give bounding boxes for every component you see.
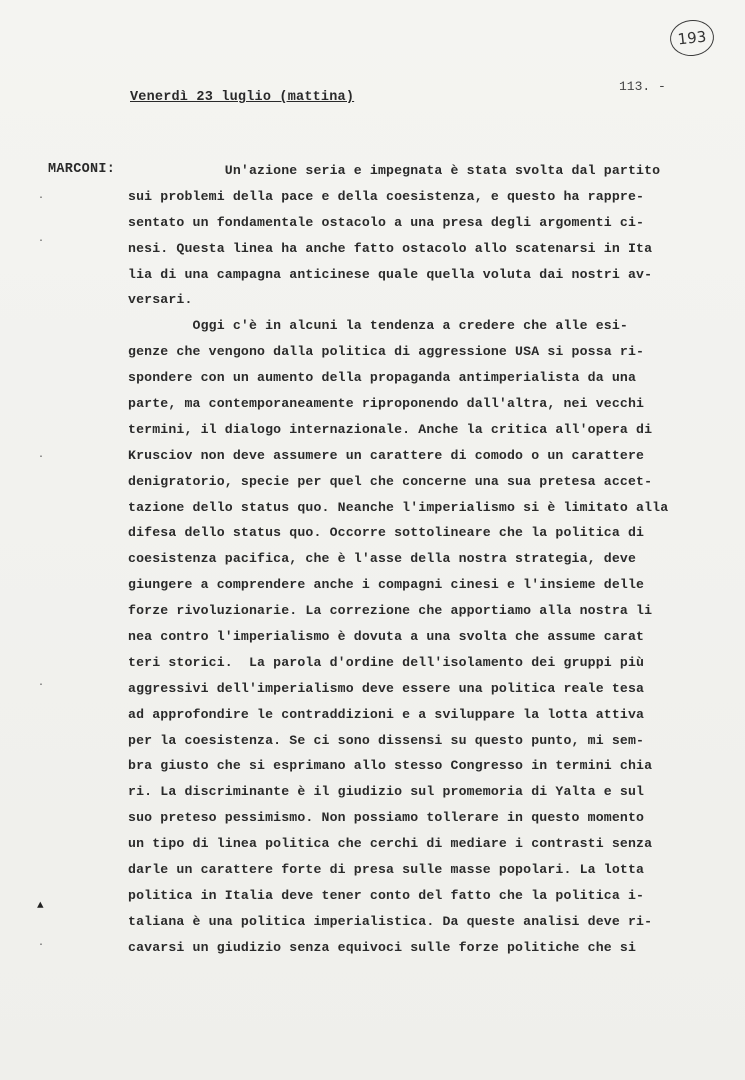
text-line: coesistenza pacifica, che è l'asse della nostra strategia, deve	[128, 551, 637, 567]
text-line: parte, ma contemporaneamente riproponendo dall'altra, nei vecchi	[128, 396, 645, 412]
margin-dot-mark: ·	[38, 452, 45, 463]
text-line: un tipo di linea politica che cerchi di mediare i contrasti senza	[128, 836, 653, 852]
text-line: termini, il dialogo internazionale. Anche la critica all'opera di	[128, 421, 653, 437]
text-line: denigratorio, specie per quel che concerne una sua pretesa accet-	[128, 473, 653, 489]
text-line: giungere a comprendere anche i compagni cinesi e l'insieme delle	[128, 577, 645, 593]
text-line: lia di una campagna anticinese quale quella voluta dai nostri av-	[128, 266, 653, 282]
margin-dot-mark: ·	[38, 680, 45, 691]
text-line: sentato un fondamentale ostacolo a una presa degli argomenti ci-	[128, 214, 645, 230]
text-line: nesi. Questa linea ha anche fatto ostacolo allo scatenarsi in Ita	[128, 240, 653, 256]
text-line: Un'azione seria e impegnata è stata svolta dal partito	[128, 163, 661, 178]
stamp-number: 193	[676, 27, 708, 49]
text-line: ri. La discriminante è il giudizio sul promemoria di Yalta e sul	[128, 784, 645, 800]
text-line: suo preteso pessimismo. Non possiamo tollerare in questo momento	[128, 810, 645, 826]
text-line: taliana è una politica imperialistica. Da queste analisi deve ri-	[128, 913, 653, 929]
archive-stamp	[668, 18, 716, 58]
margin-dot-mark: ·	[38, 940, 45, 951]
speaker-name: MARCONI:	[48, 162, 116, 177]
text-line: per la coesistenza. Se ci sono dissensi su questo punto, mi sem-	[128, 732, 645, 748]
text-line: nea contro l'imperialismo è dovuta a una svolta che assume carat	[128, 629, 645, 645]
text-line: forze rivoluzionarie. La correzione che apportiamo alla nostra li	[128, 603, 653, 619]
text-line: versari.	[128, 292, 193, 308]
text-line: politica in Italia deve tener conto del fatto che la politica i-	[128, 887, 645, 903]
page-number: 113. -	[619, 79, 666, 94]
text-line: bra giusto che si esprimano allo stesso Congresso in termini chia	[128, 758, 653, 774]
text-line: genze che vengono dalla politica di aggressione USA si possa ri-	[128, 344, 645, 360]
margin-dot-mark: ·	[38, 236, 45, 247]
text-line: cavarsi un giudizio senza equivoci sulle forze politiche che si	[128, 939, 637, 955]
text-line: teri storici. La parola d'ordine dell'isolamento dei gruppi più	[128, 654, 645, 670]
text-line: sui problemi della pace e della coesistenza, e questo ha rappre-	[128, 188, 645, 204]
date-heading: Venerdì 23 luglio (mattina)	[130, 90, 355, 105]
margin-arrow-icon: ▲	[37, 900, 44, 912]
text-line: aggressivi dell'imperialismo deve essere una politica reale tesa	[128, 680, 645, 696]
text-line: difesa dello status quo. Occorre sottolineare che la politica di	[128, 525, 645, 541]
margin-dot-mark: ·	[38, 193, 45, 204]
text-line: ad approfondire le contraddizioni e a sviluppare la lotta attiva	[128, 706, 645, 722]
text-line: Krusciov non deve assumere un carattere di comodo o un carattere	[128, 447, 645, 463]
body-text	[128, 158, 708, 961]
text-line: darle un carattere forte di presa sulle masse popolari. La lotta	[128, 862, 645, 878]
text-line: spondere con un aumento della propaganda antimperialista da una	[128, 370, 637, 386]
text-line: Oggi c'è in alcuni la tendenza a credere che alle esi-	[128, 318, 628, 334]
text-line: tazione dello status quo. Neanche l'imperialismo si è limitato alla	[128, 499, 669, 515]
